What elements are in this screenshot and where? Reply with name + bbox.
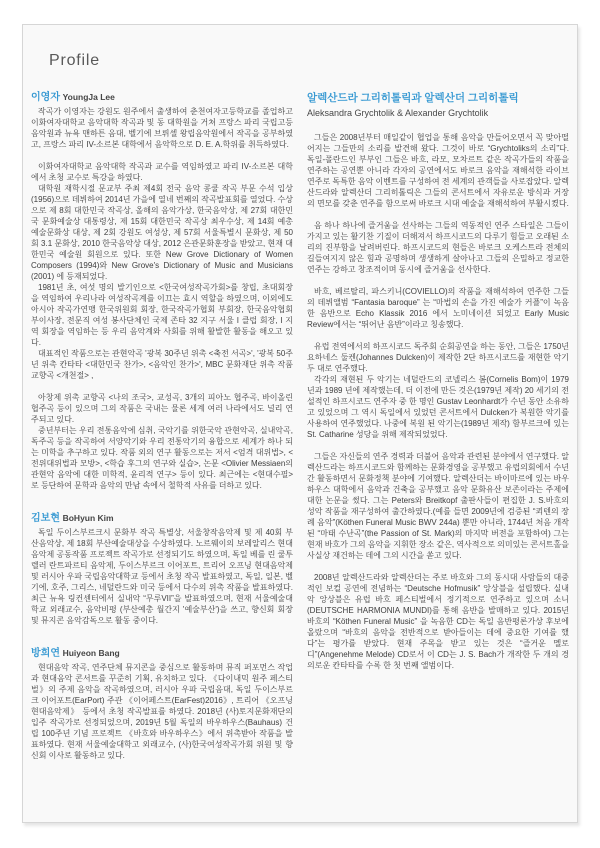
profile-paragraph: 바흐, 베르탈리, 파스키니(COVIELLO)의 작품을 재해석하여 연주한 그들의 데뷔앨범 “Fantasia baroque” 는 “마법의 손을 가진 예술가 커플”이 녹음한 음반으로 Echo Klassik 2016 에서 노미네이션 되었고 Early Music Review에서는 “뛰어난 음반”이라고 칭송했다. (307, 287, 569, 329)
profile-paragraph: 2008년 알렉산드라와 알렉산더는 주로 바흐와 그의 동시대 사람들의 대중적인 보컬 공연에 전념하는 “Deutsche Hofmusik” 앙상블을 설립했다. 실내악 앙상블은 유럽 바흐 페스티벌에서 정기적으로 연주하고 있으며 소니 (DEUTSCHE HARMONIA MUNDI)를 통해 음반을 발매하고 있다. 2015년 바흐의 “Köthen Funeral Music” 을 녹음한 CD는 독일 음반평론가상 후보에 올랐으며 “바흐의 음악을 전반적으로 받아들이는 데에 중요한 기여를 했다”는 평가를 받았다. 현재 주목을 받고 있는 것은 “즐거운 멜로디”(Angenehme Melode) CD로서 이 CD는 J. S. Bach가 개작한 두 개의 경의로운 칸타타를 수록 한 첫 번째 앨범이다. (307, 573, 569, 670)
profile-name-en: Aleksandra Grychtolik & Alexander Grychtolik (307, 108, 489, 118)
profile-paragraph: 현대음악 작곡, 연주단체 뮤지콘을 중심으로 활동하며 뮤직 퍼포먼스 작업과 현대음악 콘서트를 꾸준히 기획, 유치하고 있다. 《다이내믹 원주 페스티벌》의 주제 음악을 작곡하였으며, 러시아 우파 국립음대, 독일 두이스부르크 이어포트(EarPort) 주관 《이어페스트(EarFest)2016》, 트리어 《오프닝 현대음악제》 등에서 초청 작곡발표를 하였다. 2018년 (사)토지문화재단의 입주 작곡가로 선정되었으며, 2019년 5월 독일의 바우하우스(Bauhaus) 건립 100주년 기념 프로젝트 《바흐와 바우하우스》에서 위촉받아 작품을 발표하였다. 현재 서울예술대학고 외래교수, (사)한국여성작곡가회 위원 및 향신회 이사로 활동하고 있다. (31, 663, 293, 760)
profile-name-en: Huiyeon Bang (62, 648, 120, 658)
profile-name-heading (31, 91, 293, 104)
page-title: Profile (49, 52, 100, 69)
profile-section-huiyeon-bang (31, 647, 293, 761)
profile-paragraph: 유럽 전역에서의 하프시코드 독주회 순회공연을 하는 동안, 그들은 1750년 요하네스 둘켄(Johannes Dulcken)이 제작한 2단 하프시코드를 재현한 악기 두 대로 연주했다. (307, 342, 569, 373)
program-page (22, 24, 578, 823)
profile-section-bohyun-kim (31, 512, 293, 626)
profile-name-ko: 알렉산드라 그리히톨릭과 알렉산더 그리히톨릭 (307, 92, 519, 104)
left-column (31, 91, 293, 761)
profile-paragraph: 아창제 위촉 교향곡 <나의 조국>, 교성곡, 3개의 피아노 협주곡, 바이올린 협주곡 등이 있으며 그의 작품은 국내는 물론 세계 여러 나라에서도 널리 연주되고 있다. (31, 393, 293, 424)
profile-name-en: BoHyun Kim (62, 513, 114, 523)
profile-name-ko: 김보현 (31, 513, 60, 524)
profile-paragraph: 중년부터는 우리 전통음악에 심취, 국악기를 위한국악 관현악곡, 실내악곡, 독주곡 등을 작곡하여 서양악기와 우리 전통악기의 융합으로 세계가 하나 되는 미학을 추구하고 있다. 작품 외의 연구 활동으로는 저서 <엄격 대위법>, <전위대위법과 모방>, <학습 후그의 연구와 실습>, 논문 <Olivier Messiaen의 관현악 음악에 대한 미학적, 윤리적 연구> 등이 있다. 최근에는 <현대수필>로 등단하여 문학과 음악의 만남 속에서 철학적 사유를 더하고 있다. (31, 426, 293, 490)
profile-paragraph: 그들은 자신들의 연주 경력과 더불어 음악과 관련된 분야에서 연구했다. 알렉산드라는 하프시코드와 함께하는 문화경영을 공부했고 유럽의회에서 수년간 활동하면서 문화정책 분야에 기여했다. 알렉산더는 바이마르에 있는 바우하우스 대학에서 음악과 건축을 공부했고 음악 문화유산 보존이라는 주제에 대한 논문을 썼다. 그는 Peters와 Breitkopf 출판사들이 편집한 J. S.바흐의 성악 작품을 재구성하여 출간하였다.(예를 들면 2009년에 검증된 “쾨텐의 장례 음악”(Köthen Funeral Music BWV 244a) 뿐만 아니라, 1744년 처음 개작된 “마태 수난곡”(the Passion of St. Mark)의 마지막 버전을 포함하여) 그는 현재 바흐가 그의 음악을 지휘한 장소 같은, 역사적으로 의미있는 콘서트홀을 사실상 재건하는 데에 그의 시간을 쏟고 있다. (307, 452, 569, 560)
profile-paragraph: 대학원 재학시절 문교부 주최 제4회 전국 음악 콩쿨 작곡 부문 수석 입상(1956)으로 데뷔하여 2014년 가을에 열네 번째의 작곡발표회를 열었다. 수상으로 제 8회 대한민국 작곡상, 올해의 음악가상, 한국음악상, 제 27회 대한민국 문화예술상 대통령상, 제 15회 대한민국 작곡상 최우수상, 제 14회 예총 예술문화상 대상, 제 2회 강원도 여성상, 제 57회 서울특별시 문화상, 제 50회 3.1 문화상, 2010 한국음악상 대상, 2012 은관문화훈장을 받았고, 현재 대한민국 예술원 회원으로 있다. 또한 New Grove Dictionary of Women Composers (1994)와 New Grove's Dictionary of Music and Musicians (2001) 에 등재되었다. (31, 184, 293, 281)
profile-paragraph: 이화여자대학교 음악대학 작곡과 교수를 역임하였고 파리 IV-소르본 대학에서 초청 교수로 특강을 하였다. (31, 162, 293, 182)
right-column (307, 91, 569, 761)
profile-section-youngja-lee (31, 91, 293, 491)
profile-paragraph: 1981년 초, 여섯 명의 발기인으로 <한국여성작곡가회>를 창립, 초대회장을 역임하여 우리나라 여성작곡계를 이끄는 효시 역할을 하였으며, 이외에도 아시아 작곡가연맹 한국위원회 회장, 한국작곡가협회 부회장, 한국음악협회 부이사장, 전문직 여성 봉사단체인 국제 존타 32 지구 서울 I 클럽 회장, I 지역 회장을 역임하는 등 우리 음악계와 사회를 위해 활발한 활동을 해오고 있다. (31, 283, 293, 347)
profile-paragraph: 그들은 2008년부터 매일같이 협업을 통해 음악을 만들어오면서 꼭 맞아떨어지는 그들만의 소리를 발견해 왔다. 그것이 바로 “Grychtoliks의 소리”다. 독일-폴란드인 부부인 그들은 바흐, 라모, 모차르트 같은 작곡가들의 작품을 연주하는 공연뿐 아니라 각자의 공연에서도 바로크 음악을 재해석한 라이브 연주로 독특한 음악 이벤트를 구성하여 전 세계의 관객들을 사로잡았다. 알렉산드라와 알렉산더 그리히톨릭은 그들의 콘서트에서 자유로운 방식과 거장의 면모를 갖춘 연주를 함으로써 바로크 시대 예술을 재해석하여 부활시켰다. (307, 133, 569, 208)
profile-paragraph: 독일 두이스부르크시 문화부 작곡 특별상, 서울창작음악제 및 제 40회 부산음악상, 제 18회 부산예술대상을 수상하였다. 노르웨이의 보레알리스 현대음악제 공동작품 프로젝트 작곡가로 선정되기도 하였으며, 독일 베를 린 쿨투렐러 란트파르티 음악제, 두이스부르크 이어포트, 트리어 오프닝 현대음악제 및 러시아 우파 국립음악대학교 등에서 초청 작곡 발표하였고, 독일, 일본, 벨기에, 호주, 그리스, 네덜란드와 미국 등에서 다수의 위촉 작품을 발표하였다. 최근 뉴욕 링컨센터에서 실내악 “무루VII”을 발표하였으며, 현재 서울예술대학교 외래교수, 음악비평 (부산예총 월간지 '예술부산')을 쓰고, 향신회 회장 및 뮤지콘 음악감독으로 활동 중이다. (31, 528, 293, 625)
profile-section-grychtolik (307, 91, 569, 671)
profile-paragraph: 작곡가 이영자는 강원도 원주에서 출생하여 춘천여자고등학교를 졸업하고 이화여자대학교 음악대학 작곡과 및 동 대학원을 거쳐 프랑스 파리 국립고등음악원과 뉴욕 맨하튼 음대, 벨기에 브뤼셀 왕립음악원에서 작곡을 공부하였고, 프랑스 파리 IV-소르본 대학에서 음악학으로 D. E. A.학위를 취득하였다. (31, 107, 293, 149)
profile-name-heading (31, 647, 293, 660)
profile-name-heading (31, 512, 293, 525)
profile-name-ko: 이영자 (31, 92, 60, 103)
profile-name-heading (307, 91, 569, 119)
profile-paragraph: 각각의 재현된 두 악기는 네덜란드의 코넬리스 봄(Cornelis Bom)이 1979년과 1989 년에 제작했는데, 더 이전에 만든 것은(1979년 제작) 20 세기의 전설적인 하프시코드 연주자 중 한 명인 Gustav Leonhardt가 수년 동안 소유하고 있었으며 그 역시 독일에서 있었던 콘서트에서 Dulcken가 복원한 악기를 사용하여 연주했었다. 나중에 복원 된 악기는(1989년 제작) 함부르크에 있는 St. Catharine 성당을 위해 제작되었었다. (307, 375, 569, 439)
profile-paragraph: 음 하나 하나에 즐거움을 선사하는 그들의 역동적인 연주 스타일은 그들이 가지고 있는 활기찬 기질이 더해져서 하프시코드의 다루기 힘들고 오래된 소리의 진부함을 날려버린다. 하프시코드의 현들은 바로크 오케스트라 전체의 길들여지지 않은 힘과 공명하며 생생하게 살아나고 그들의 은밀하고 정교한 연주는 강하고 창조적이며 동시에 즐거움을 선사한다. (307, 221, 569, 274)
two-column-layout (31, 91, 569, 761)
profile-name-ko: 방희연 (31, 648, 60, 659)
profile-paragraph: 대표적인 작품으로는 관현악곡 '광복 30주년 위촉 <축전 서곡>', '광복 50주년 위촉 칸타타 <대한민국 찬가>, <음악인 찬가>', MBC 문화재단 위촉 작품 교향곡 <개천절> , (31, 349, 293, 380)
profile-name-en: YoungJa Lee (62, 92, 115, 102)
